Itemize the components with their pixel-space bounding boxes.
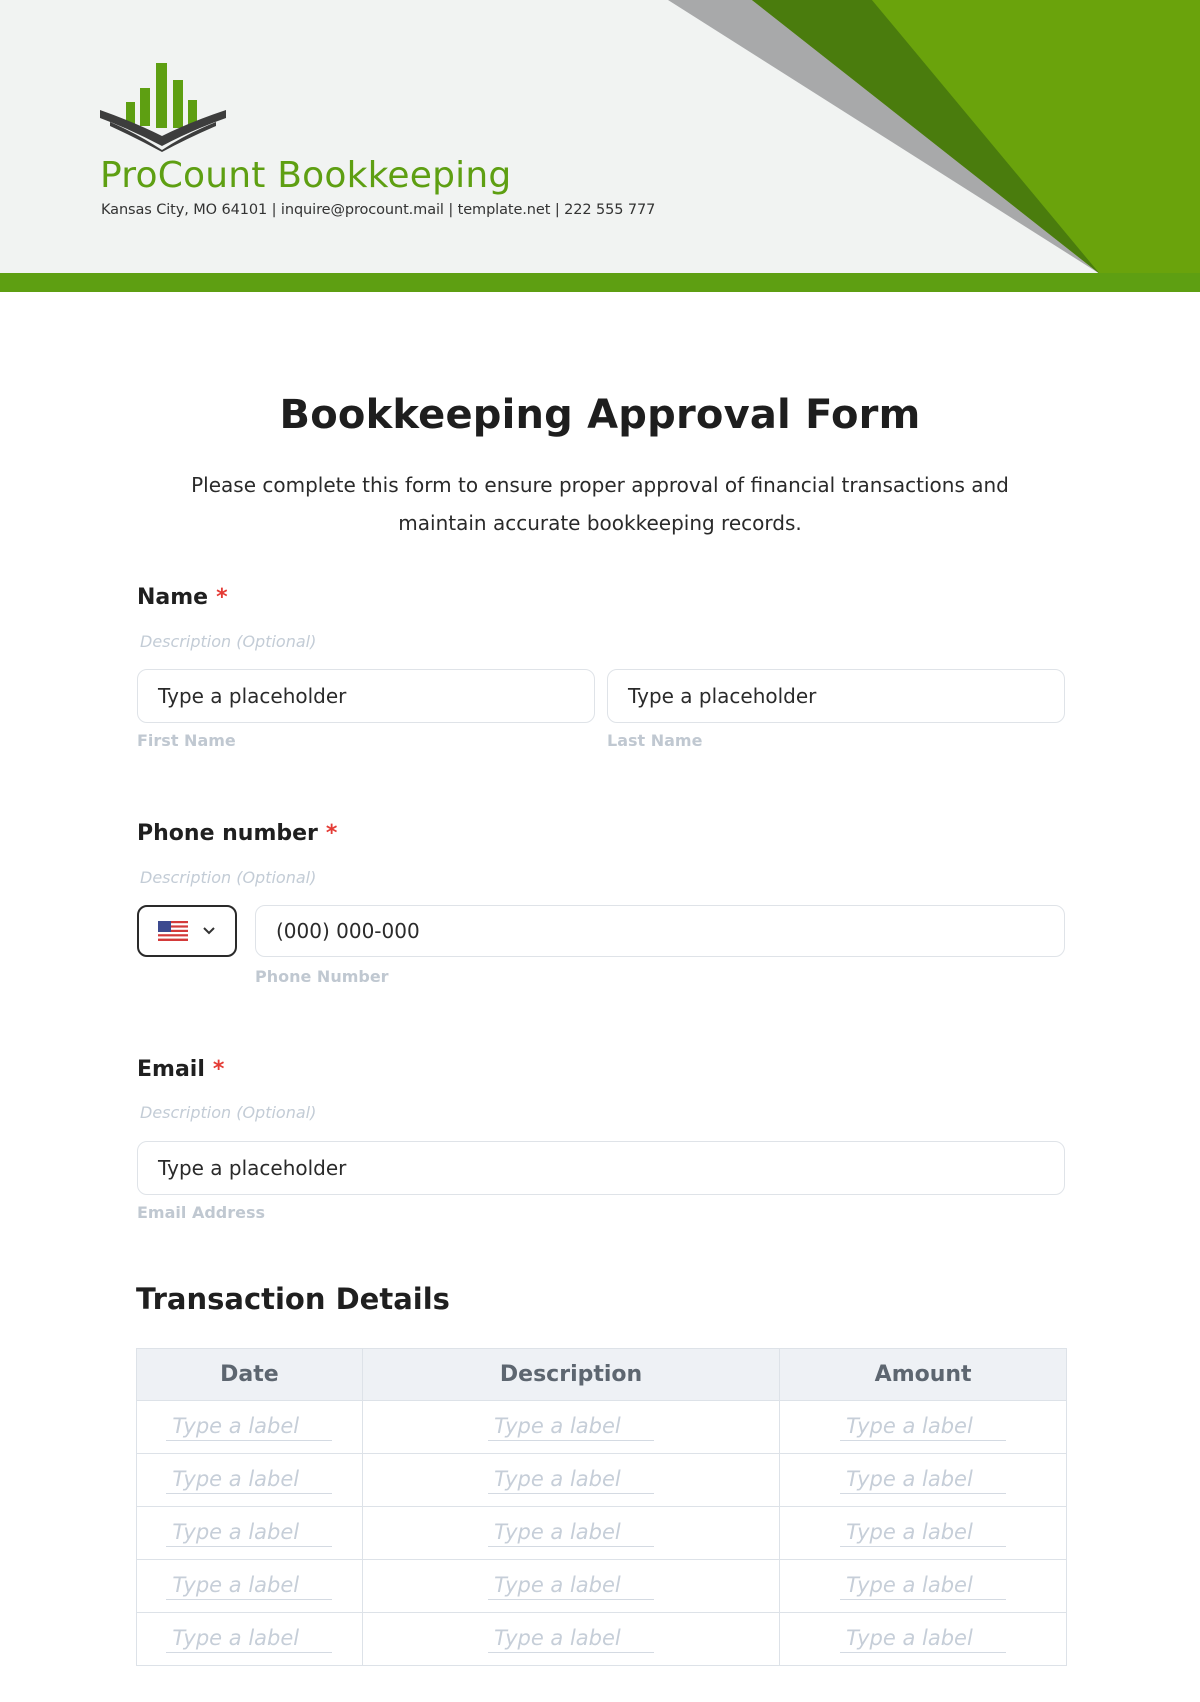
table-header-row — [137, 1349, 1067, 1401]
chevron-down-icon — [202, 926, 216, 936]
first-name-input[interactable] — [137, 669, 595, 723]
cell-label: Type a label — [166, 1414, 332, 1441]
description-cell[interactable] — [362, 1507, 779, 1560]
form-intro-line: maintain accurate bookkeeping records. — [398, 511, 802, 535]
cell-label: Type a label — [488, 1573, 654, 1600]
column-header-description: Description — [362, 1349, 779, 1401]
phone-number-placeholder: (000) 000-000 — [276, 919, 420, 943]
date-cell[interactable] — [137, 1401, 363, 1454]
cell-label: Type a label — [166, 1626, 332, 1653]
cell-label: Type a label — [840, 1467, 1006, 1494]
amount-cell[interactable] — [780, 1401, 1067, 1454]
date-cell[interactable] — [137, 1507, 363, 1560]
name-description: Description (Optional) — [140, 632, 317, 651]
name-label-text: Name — [137, 585, 209, 610]
form-intro-line: Please complete this form to ensure proper approval of financial transactions and — [191, 473, 1009, 497]
cell-label: Type a label — [488, 1520, 654, 1547]
required-mark: * — [325, 821, 338, 846]
description-cell[interactable] — [362, 1454, 779, 1507]
cell-label: Type a label — [840, 1573, 1006, 1600]
cell-label: Type a label — [488, 1414, 654, 1441]
brand-name: ProCount Bookkeeping — [100, 155, 512, 196]
cell-label: Type a label — [166, 1520, 332, 1547]
cell-label: Type a label — [166, 1467, 332, 1494]
description-cell[interactable] — [362, 1613, 779, 1666]
phone-label-text: Phone number — [137, 821, 318, 846]
phone-number-sublabel: Phone Number — [255, 967, 389, 986]
cell-label: Type a label — [488, 1626, 654, 1653]
required-mark: * — [216, 585, 228, 610]
transaction-details-title: Transaction Details — [136, 1282, 450, 1316]
date-cell[interactable] — [137, 1613, 363, 1666]
first-name-sublabel: First Name — [137, 731, 236, 750]
cell-label: Type a label — [488, 1467, 654, 1494]
date-cell[interactable] — [137, 1454, 363, 1507]
phone-description: Description (Optional) — [140, 868, 317, 887]
amount-cell[interactable] — [780, 1507, 1067, 1560]
phone-label — [137, 821, 337, 846]
column-header-date: Date — [137, 1349, 363, 1401]
email-placeholder: Type a placeholder — [158, 1156, 347, 1180]
table-row — [137, 1613, 1067, 1666]
table-row — [137, 1401, 1067, 1454]
bookkeeping-logo-icon — [98, 60, 232, 152]
cell-label: Type a label — [840, 1520, 1006, 1547]
table-row — [137, 1507, 1067, 1560]
description-cell[interactable] — [362, 1560, 779, 1613]
country-code-select[interactable] — [137, 905, 237, 957]
email-description: Description (Optional) — [140, 1103, 317, 1122]
page-header — [0, 0, 1200, 292]
email-input[interactable] — [137, 1141, 1065, 1195]
email-label-text: Email — [137, 1057, 205, 1082]
table-row — [137, 1560, 1067, 1613]
table-row — [137, 1454, 1067, 1507]
description-cell[interactable] — [362, 1401, 779, 1454]
amount-cell[interactable] — [780, 1454, 1067, 1507]
phone-number-input[interactable] — [255, 905, 1065, 957]
cell-label: Type a label — [840, 1414, 1006, 1441]
email-label — [137, 1057, 224, 1082]
amount-cell[interactable] — [780, 1560, 1067, 1613]
date-cell[interactable] — [137, 1560, 363, 1613]
required-mark: * — [212, 1057, 225, 1082]
last-name-placeholder: Type a placeholder — [628, 684, 817, 708]
cell-label: Type a label — [166, 1573, 332, 1600]
form-title: Bookkeeping Approval Form — [279, 392, 921, 438]
last-name-input[interactable] — [607, 669, 1065, 723]
first-name-placeholder: Type a placeholder — [158, 684, 347, 708]
cell-label: Type a label — [840, 1626, 1006, 1653]
form-intro — [150, 466, 1050, 542]
column-header-amount: Amount — [780, 1349, 1067, 1401]
last-name-sublabel: Last Name — [607, 731, 703, 750]
email-sublabel: Email Address — [137, 1203, 266, 1222]
transaction-table — [136, 1348, 1067, 1666]
us-flag-icon — [158, 921, 188, 941]
amount-cell[interactable] — [780, 1613, 1067, 1666]
brand-contact-info: Kansas City, MO 64101 | inquire@procount.mail | template.net | 222 555 777 — [101, 202, 656, 218]
name-label — [137, 585, 228, 610]
